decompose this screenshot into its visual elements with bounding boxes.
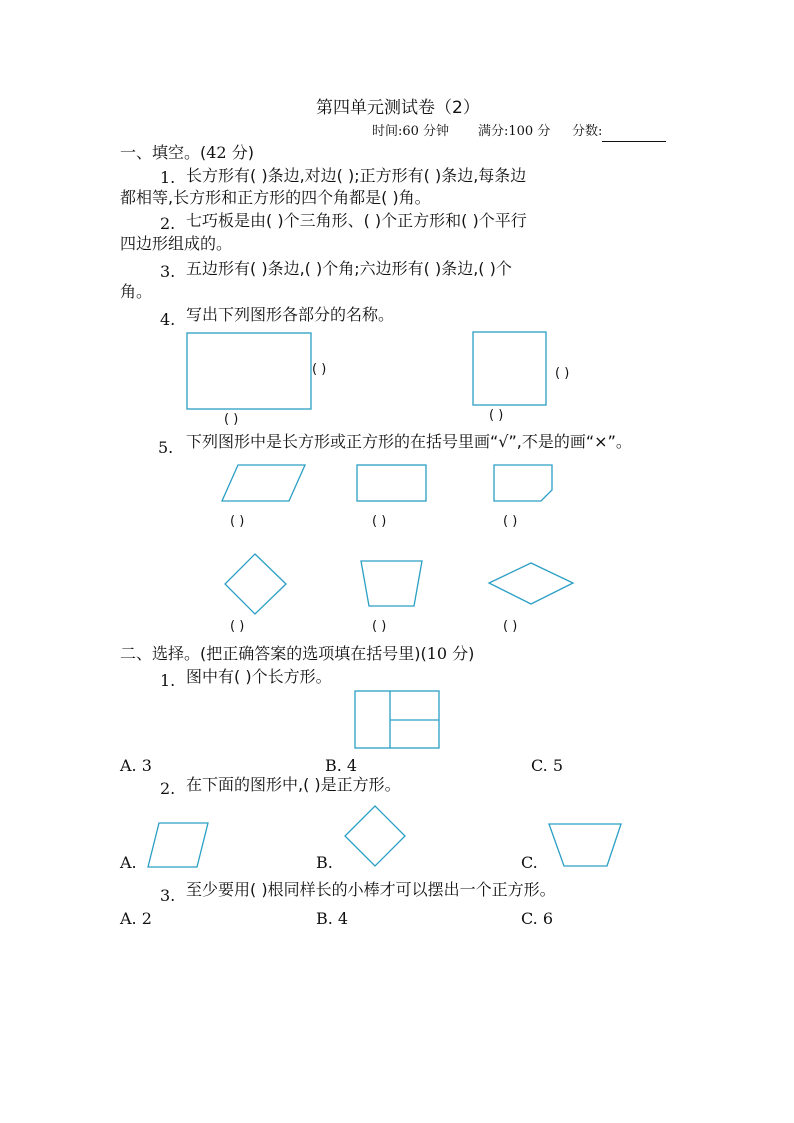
q5-blank-3: ( ) bbox=[503, 514, 518, 529]
q2-number: 2. bbox=[160, 214, 176, 233]
q5-tilted-square bbox=[225, 554, 286, 614]
q4-rect-bottom-blank: ( ) bbox=[224, 412, 239, 427]
q4-number: 4. bbox=[160, 310, 176, 329]
section2-heading-text: 二、选择。(把正确答案的选项填在括号里)( bbox=[120, 644, 427, 663]
s2-q2-option-a: A. bbox=[120, 853, 137, 872]
q5-check-mark: “√”, bbox=[490, 432, 522, 451]
s2-q2-trapezoid bbox=[549, 824, 621, 866]
section2-points: 10 bbox=[426, 644, 448, 663]
q4-square-bottom-blank: ( ) bbox=[489, 408, 504, 423]
s2-q2-tilted-square bbox=[345, 806, 405, 866]
full-score: 满分:100 分 bbox=[478, 124, 551, 139]
q4-rectangle bbox=[187, 333, 311, 409]
q1-number: 1. bbox=[160, 168, 176, 187]
q1-line2: 都相等,长方形和正方形的四个角都是( )角。 bbox=[120, 188, 431, 207]
q4-rect-side-blank: ( ) bbox=[312, 362, 327, 377]
s2-q2-option-b: B. bbox=[316, 853, 333, 872]
q5-trapezoid bbox=[361, 561, 422, 606]
q5-text-b: 不是的画 bbox=[521, 432, 586, 451]
q5-parallelogram bbox=[222, 465, 305, 501]
q5-blank-1: ( ) bbox=[230, 514, 245, 529]
time-limit: 时间:60 分钟 bbox=[372, 124, 450, 139]
s2-q3-option-a: A. 2 bbox=[120, 909, 152, 928]
s2-q1-option-a: A. 3 bbox=[120, 756, 152, 775]
q3-number: 3. bbox=[160, 262, 176, 281]
s2-q3-option-c: C. 6 bbox=[521, 909, 554, 928]
q5-cross-mark: “×”。 bbox=[585, 432, 632, 451]
s2-q3-text: 至少要用( )根同样长的小棒才可以摆出一个正方形。 bbox=[186, 880, 556, 899]
s2-q1-text: 图中有( )个长方形。 bbox=[186, 667, 332, 686]
q5-number: 5. bbox=[158, 438, 174, 457]
q3-line2: 角。 bbox=[120, 282, 153, 301]
q5-rhombus bbox=[489, 563, 573, 604]
q5-blank-6: ( ) bbox=[503, 619, 518, 634]
s2-q2-option-c: C. bbox=[521, 853, 538, 872]
q1-line1: 长方形有( )条边,对边( );正方形有( )条边,每条边 bbox=[186, 166, 527, 185]
q2-line1: 七巧板是由( )个三角形、( )个正方形和( )个平行 bbox=[186, 211, 527, 230]
section1-heading-text: 一、填空。( bbox=[120, 143, 207, 162]
q3-line1: 五边形有( )条边,( )个角;六边形有( )条边,( )个 bbox=[186, 259, 512, 278]
q5-blank-5: ( ) bbox=[372, 619, 387, 634]
q5-text-a: 下列图形中是长方形或正方形的在括号里画 bbox=[186, 432, 491, 451]
s2-q1-number: 1. bbox=[160, 671, 176, 690]
q5-rectangle bbox=[357, 465, 426, 501]
q2-line2: 四边形组成的。 bbox=[120, 234, 233, 253]
page-title: 第四单元测试卷（2） bbox=[316, 98, 480, 118]
s2-q2-parallelogram bbox=[148, 823, 208, 867]
q4-square bbox=[473, 332, 546, 405]
q5-blank-2: ( ) bbox=[372, 514, 387, 529]
q4-square-side-blank: ( ) bbox=[555, 366, 570, 381]
s2-q1-option-c: C. 5 bbox=[531, 756, 564, 775]
section1-heading-end: 分) bbox=[226, 143, 254, 162]
s2-q3-option-b: B. 4 bbox=[316, 909, 349, 928]
s2-q2-text: 在下面的图形中,( )是正方形。 bbox=[186, 775, 401, 794]
section2-heading-end: 分) bbox=[447, 644, 475, 663]
s2-q1-option-b: B. 4 bbox=[325, 756, 358, 775]
section1-points: 42 bbox=[206, 143, 227, 162]
s2-q3-number: 3. bbox=[160, 886, 176, 905]
s2-q2-number: 2. bbox=[160, 779, 176, 798]
score-label-text: 分数: bbox=[572, 124, 603, 139]
q4-text: 写出下列图形各部分的名称。 bbox=[186, 305, 395, 324]
q5-blank-4: ( ) bbox=[230, 619, 245, 634]
q5-cut-corner-rectangle bbox=[494, 465, 552, 501]
